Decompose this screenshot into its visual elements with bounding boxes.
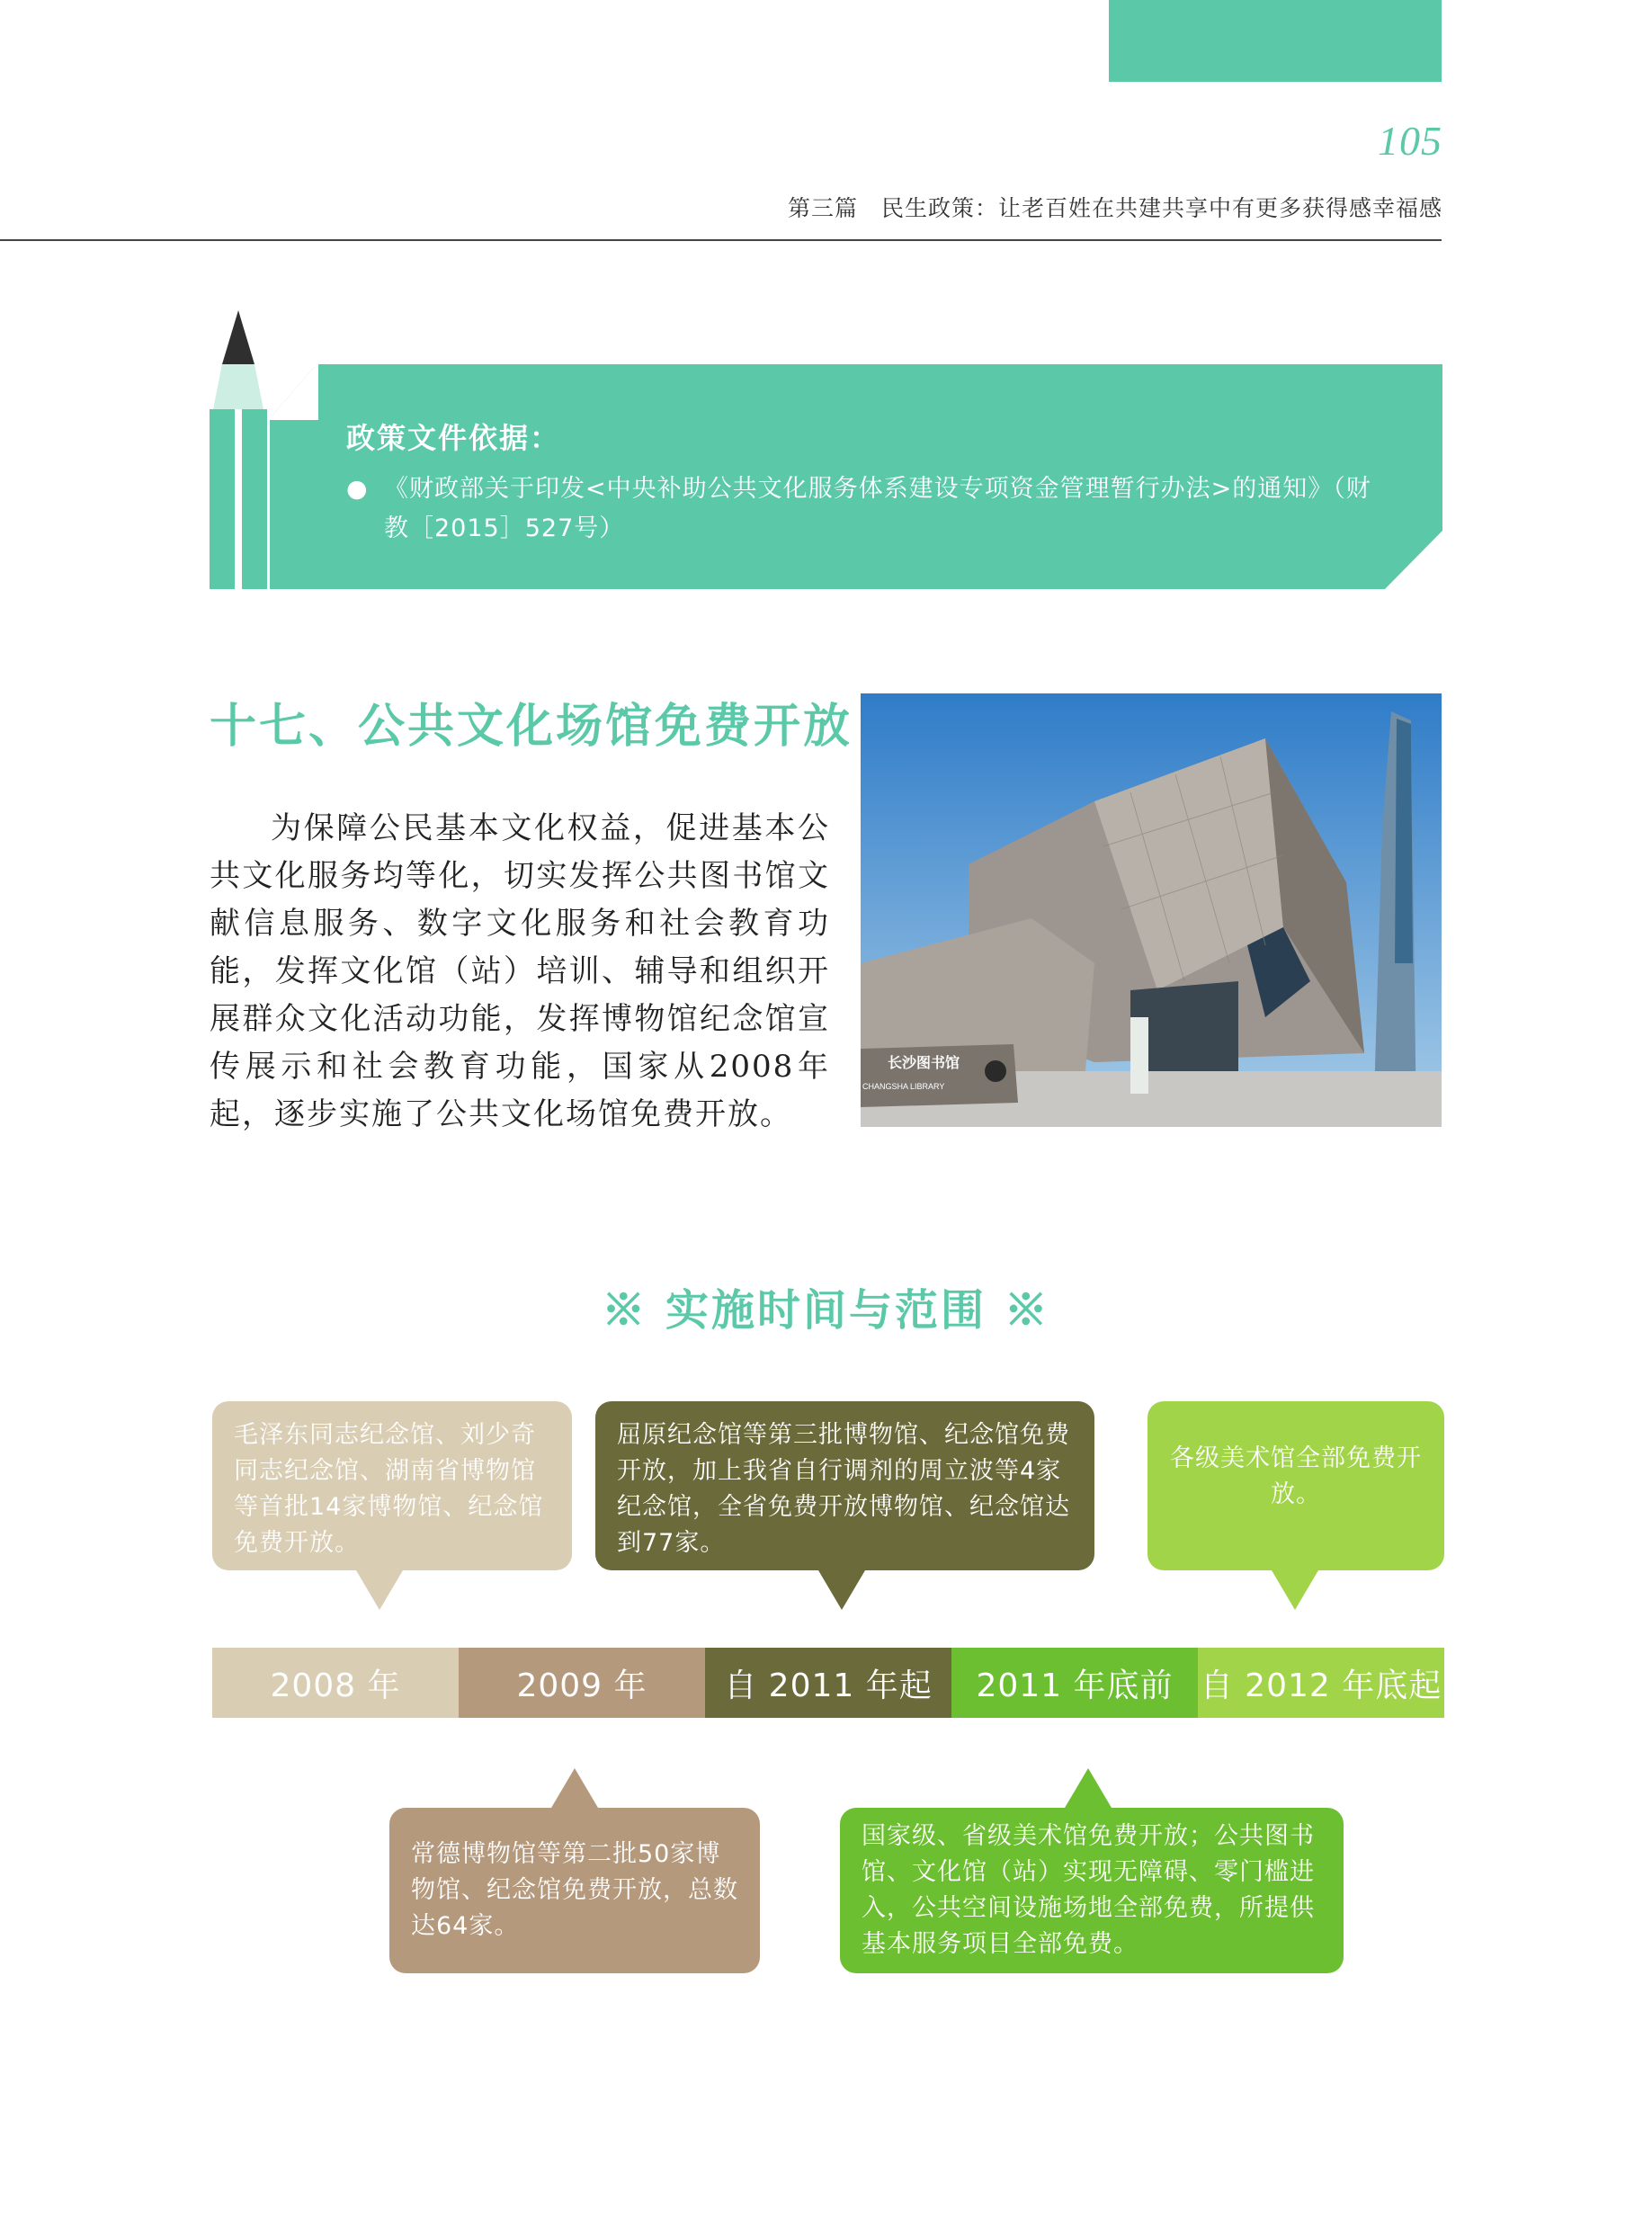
timeline-segment-from-2011: 自 2011 年起: [705, 1648, 951, 1718]
policy-document-item: [346, 469, 1380, 549]
timeline-bar: [212, 1648, 1444, 1718]
header-rule: [0, 239, 1442, 241]
timeline-segment-2009: 2009 年: [459, 1648, 705, 1718]
running-header: 第三篇 民生政策：让老百姓在共建共享中有更多获得感幸福感: [787, 195, 1442, 221]
photo-sign-cn: 长沙图书馆: [888, 1056, 960, 1071]
timeline-title: ※ 实施时间与范围 ※: [602, 1285, 1050, 1336]
callout-end-2011: 国家级、省级美术馆免费开放；公共图书馆、文化馆（站）实现无障碍、零门槛进入，公共空间设施场地全部免费，所提供基本服务项目全部免费。: [840, 1808, 1344, 1973]
timeline-segment-from-2012: 自 2012 年底起: [1198, 1648, 1444, 1718]
timeline-segment-2008: 2008 年: [212, 1648, 459, 1718]
timeline-segment-end-2011: 2011 年底前: [951, 1648, 1198, 1718]
pencil-icon: [210, 310, 267, 589]
callout-2009: 常德博物馆等第二批50家博物馆、纪念馆免费开放，总数达64家。: [389, 1808, 760, 1973]
callout-from-2012: 各级美术馆全部免费开放。: [1147, 1401, 1444, 1570]
page-number: 105: [1378, 118, 1442, 164]
policy-heading: 政策文件依据：: [346, 421, 561, 455]
policy-basis: [346, 416, 1380, 549]
callout-2008: 毛泽东同志纪念馆、刘少奇同志纪念馆、湖南省博物馆等首批14家博物馆、纪念馆免费开放。: [212, 1401, 572, 1570]
section-title: 十七、公共文化场馆免费开放: [210, 700, 853, 754]
library-photo: [861, 693, 1442, 1127]
callout-from-2011: 屈原纪念馆等第三批博物馆、纪念馆免费开放，加上我省自行调剂的周立波等4家纪念馆，全省免费开放博物馆、纪念馆达到77家。: [595, 1401, 1094, 1570]
photo-sign-en: CHANGSHA LIBRARY: [862, 1082, 945, 1091]
bullet-icon: ●: [346, 475, 369, 503]
policy-document-title: 《财政部关于印发<中央补助公共文化服务体系建设专项资金管理暂行办法>的通知》（财教［2015］527号）: [384, 475, 1371, 542]
section-paragraph: 为保障公民基本文化权益，促进基本公共文化服务均等化，切实发挥公共图书馆文献信息服务、数字文化服务和社会教育功能，发挥文化馆（站）培训、辅导和组织开展群众文化活动功能，发挥博物馆纪念馆宣传展示和社会教育功能，国家从2008年起，逐步实施了公共文化场馆免费开放。: [210, 810, 830, 1132]
top-color-tab: [1109, 0, 1442, 82]
